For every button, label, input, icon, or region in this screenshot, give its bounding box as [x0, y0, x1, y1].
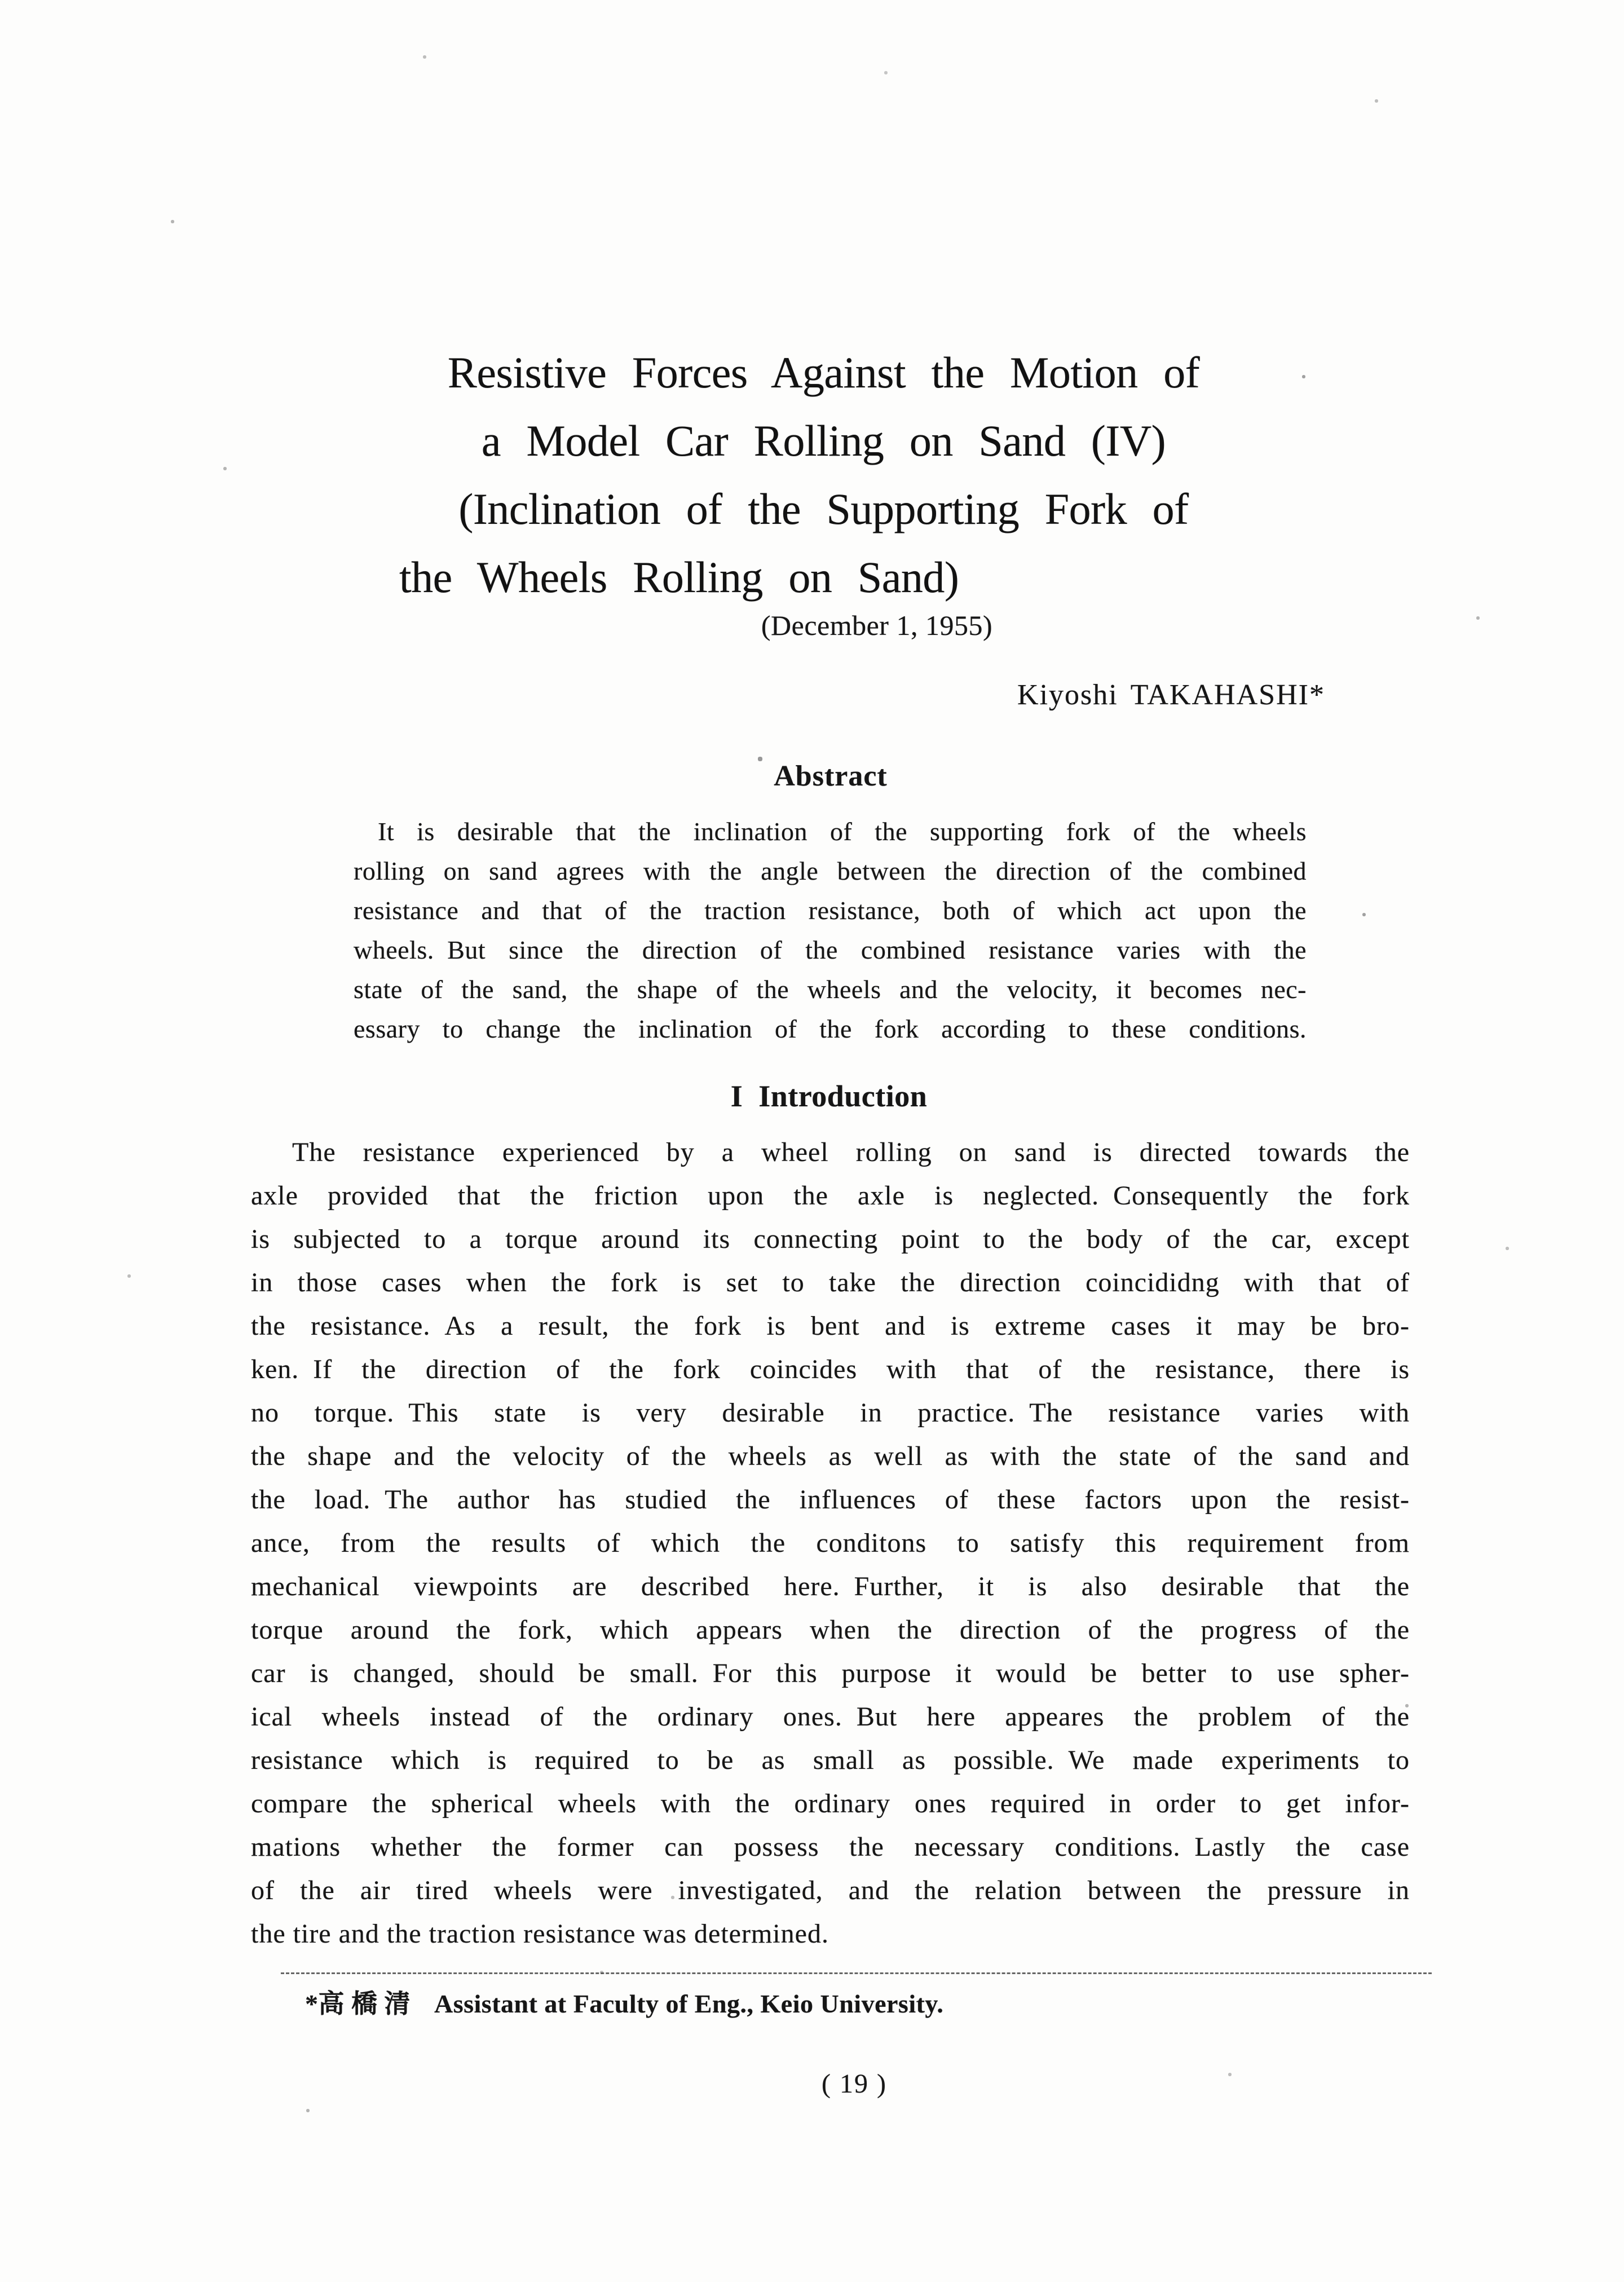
body-line: car is changed, should be small. For this purpose it would be better to use spher-	[251, 1658, 1410, 1688]
introduction-paragraph	[251, 1131, 1410, 1956]
body-line: mations whether the former can possess the necessary conditions. Lastly the case	[251, 1832, 1410, 1862]
body-line: resistance which is required to be as small as possible. We made experiments to	[251, 1745, 1410, 1775]
body-line: mechanical viewpoints are described here. Further, it is also desirable that the	[251, 1572, 1410, 1601]
body-line: The resistance experienced by a wheel rolling on sand is directed towards the	[292, 1137, 1410, 1167]
body-line: the resistance. As a result, the fork is bent and is extreme cases it may be bro-	[251, 1311, 1410, 1341]
footnote-affiliation: Assistant at Faculty of Eng., Keio University.	[434, 1989, 944, 2018]
body-line: the load. The author has studied the influences of these factors upon the resist-	[251, 1485, 1410, 1515]
body-line: axle provided that the friction upon the axle is neglected. Consequently the fork	[251, 1181, 1410, 1211]
paper-date: (December 1, 1955)	[761, 610, 993, 641]
footnote	[305, 1990, 943, 2018]
body-line: the shape and the velocity of the wheels as well as with the state of the sand and	[251, 1441, 1410, 1471]
abstract-line: resistance and that of the traction resistance, both of which act upon the	[354, 896, 1307, 925]
body-line: in those cases when the fork is set to take the direction coincididng with that of	[251, 1268, 1410, 1297]
paper-author: Kiyoshi TAKAHASHI*	[1017, 679, 1325, 711]
body-line: no torque. This state is very desirable in practice. The resistance varies with	[251, 1398, 1410, 1428]
body-line: torque around the fork, which appears when the direction of the progress of the	[251, 1615, 1410, 1645]
abstract-line: state of the sand, the shape of the wheels and the velocity, it becomes nec-	[354, 975, 1307, 1004]
paper-title	[399, 338, 1248, 611]
abstract-heading: Abstract	[774, 760, 888, 792]
paper-title-line-2: a Model Car Rolling on Sand (IV)	[481, 416, 1166, 465]
body-line: ical wheels instead of the ordinary ones. But here appeares the problem of the	[251, 1702, 1410, 1732]
page-number: ( 19 )	[822, 2069, 887, 2099]
footnote-divider	[281, 1972, 1432, 1974]
abstract-paragraph	[354, 812, 1307, 1049]
paper-title-line-3: (Inclination of the Supporting Fork of	[458, 484, 1189, 533]
abstract-line: It is desirable that the inclination of the supporting fork of the wheels	[378, 817, 1307, 846]
body-line: ken. If the direction of the fork coincides with that of the resistance, there is	[251, 1354, 1410, 1384]
abstract-line: rolling on sand agrees with the angle between the direction of the combined	[354, 857, 1307, 885]
body-line: of the air tired wheels were investigated, and the relation between the pressure in	[251, 1875, 1410, 1905]
abstract-line: essary to change the inclination of the fork according to these conditions.	[354, 1014, 1307, 1043]
body-line: is subjected to a torque around its connecting point to the body of the car, except	[251, 1224, 1410, 1254]
paper-title-line-4: the Wheels Rolling on Sand)	[399, 553, 959, 602]
body-line: ance, from the results of which the conditons to satisfy this requirement from	[251, 1528, 1410, 1558]
paper-title-line-1: Resistive Forces Against the Motion of	[447, 348, 1200, 397]
abstract-line: wheels. But since the direction of the combined resistance varies with the	[354, 935, 1307, 964]
scan-noise-specks	[0, 0, 1, 1]
body-line: the tire and the traction resistance was determined.	[251, 1919, 829, 1949]
section-heading-introduction: I Introduction	[730, 1079, 928, 1113]
body-line: compare the spherical wheels with the ordinary ones required in order to get infor-	[251, 1789, 1410, 1818]
footnote-author-kanji: *高 橋 清	[305, 1989, 411, 2018]
